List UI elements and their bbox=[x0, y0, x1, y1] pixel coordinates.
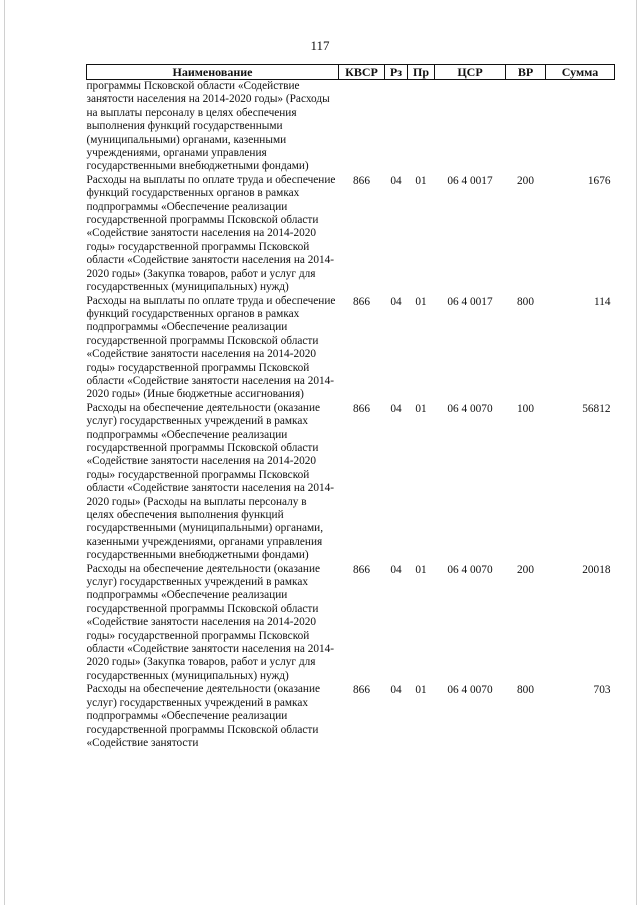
row-csr bbox=[435, 80, 506, 174]
header-sum: Сумма bbox=[546, 65, 615, 80]
row-sum: 56812 bbox=[582, 402, 611, 415]
row-rz: 04 bbox=[390, 563, 402, 576]
row-kvsr: 866 bbox=[353, 174, 370, 187]
row-vr: 800 bbox=[517, 684, 534, 697]
row-sum: 20018 bbox=[582, 563, 611, 576]
header-kvsr: КВСР bbox=[339, 65, 385, 80]
table-row bbox=[87, 563, 615, 684]
row-pr: 01 bbox=[415, 295, 427, 308]
page-number: 117 bbox=[310, 38, 330, 53]
header-vr: ВР bbox=[506, 65, 546, 80]
row-sum: 114 bbox=[593, 295, 611, 308]
row-sum: 1676 bbox=[587, 174, 611, 187]
row-rz: 04 bbox=[390, 402, 402, 415]
row-kvsr: 866 bbox=[353, 684, 370, 697]
row-name: Расходы на обеспечение деятельности (оказание услуг) государственных учреждений в рамках подпрограммы «Обеспечение реализации государственной программы Псковской области «Содействие занятости bbox=[86, 683, 321, 749]
row-sum bbox=[546, 80, 615, 174]
row-pr: 01 bbox=[415, 174, 427, 187]
row-kvsr: 866 bbox=[353, 563, 370, 576]
right-scan-edge bbox=[636, 0, 637, 905]
row-rz: 04 bbox=[390, 174, 402, 187]
row-name: программы Псковской области «Содействие занятости населения на 2014-2020 годы» (Расходы на выплаты персоналу в целях обеспечения выполнения функций государственными (муниципальными) органами, казенными учреждениями, органами управления государственными внебюджетными фондами) bbox=[86, 80, 330, 173]
row-name: Расходы на обеспечение деятельности (оказание услуг) государственных учреждений в рамках подпрограммы «Обеспечение реализации государственной программы Псковской области «Содействие занятости населения на 2014-2020 годы» государственной программы Псковской области «Содействие занятости населения на 2014-2020 годы» (Закупка товаров, работ и услуг для государственных (муниципальных) нужд) bbox=[86, 562, 335, 682]
table-header-row bbox=[87, 65, 615, 80]
row-rz bbox=[385, 80, 408, 174]
row-pr: 01 bbox=[415, 684, 427, 697]
budget-table bbox=[86, 64, 615, 750]
row-name: Расходы на выплаты по оплате труда и обеспечение функций государственных органов в рамках подпрограммы «Обеспечение реализации государственной программы Псковской области «Содействие занятости населения на 2014-2020 годы» государственной программы Псковской области «Содействие занятости населения на 2014-2020 годы» (Закупка товаров, работ и услуг для государственных (муниципальных) нужд) bbox=[86, 173, 336, 294]
table-row bbox=[87, 174, 615, 295]
table-row bbox=[87, 402, 615, 563]
row-pr: 01 bbox=[415, 563, 427, 576]
left-scan-edge bbox=[4, 0, 5, 905]
row-name: Расходы на выплаты по оплате труда и обеспечение функций государственных органов в рамках подпрограммы «Обеспечение реализации государственной программы Псковской области «Содействие занятости населения на 2014-2020 годы» государственной программы Псковской области «Содействие занятости населения на 2014-2020 годы» (Иные бюджетные ассигнования) bbox=[86, 294, 336, 401]
row-csr: 06 4 0070 bbox=[447, 402, 493, 415]
header-rz: Рз bbox=[385, 65, 408, 80]
table-row bbox=[87, 80, 615, 174]
row-pr: 01 bbox=[415, 402, 427, 415]
row-rz: 04 bbox=[390, 684, 402, 697]
row-csr: 06 4 0070 bbox=[447, 684, 493, 697]
header-name: Наименование bbox=[87, 65, 339, 80]
row-vr: 800 bbox=[517, 295, 534, 308]
row-csr: 06 4 0017 bbox=[447, 295, 493, 308]
table-row bbox=[87, 683, 615, 750]
row-kvsr: 866 bbox=[353, 295, 370, 308]
table-row bbox=[87, 295, 615, 402]
row-sum: 703 bbox=[593, 684, 611, 697]
header-pr: Пр bbox=[408, 65, 435, 80]
row-csr: 06 4 0070 bbox=[447, 563, 493, 576]
row-vr bbox=[506, 80, 546, 174]
row-kvsr bbox=[339, 80, 385, 174]
row-pr bbox=[408, 80, 435, 174]
row-name: Расходы на обеспечение деятельности (оказание услуг) государственных учреждений в рамках подпрограммы «Обеспечение реализации государственной программы Псковской области «Содействие занятости населения на 2014-2020 годы» государственной программы Псковской области «Содействие занятости населения на 2014-2020 годы» (Расходы на выплаты персоналу в целях обеспечения выполнения функций государственными (муниципальными) органами, казенными учреждениями, органами управления государственными внебюджетными фондами) bbox=[86, 401, 335, 562]
row-vr: 100 bbox=[517, 402, 534, 415]
row-vr: 200 bbox=[517, 174, 534, 187]
row-kvsr: 866 bbox=[353, 402, 370, 415]
row-csr: 06 4 0017 bbox=[447, 174, 493, 187]
row-rz: 04 bbox=[390, 295, 402, 308]
header-csr: ЦСР bbox=[435, 65, 506, 80]
row-vr: 200 bbox=[517, 563, 534, 576]
